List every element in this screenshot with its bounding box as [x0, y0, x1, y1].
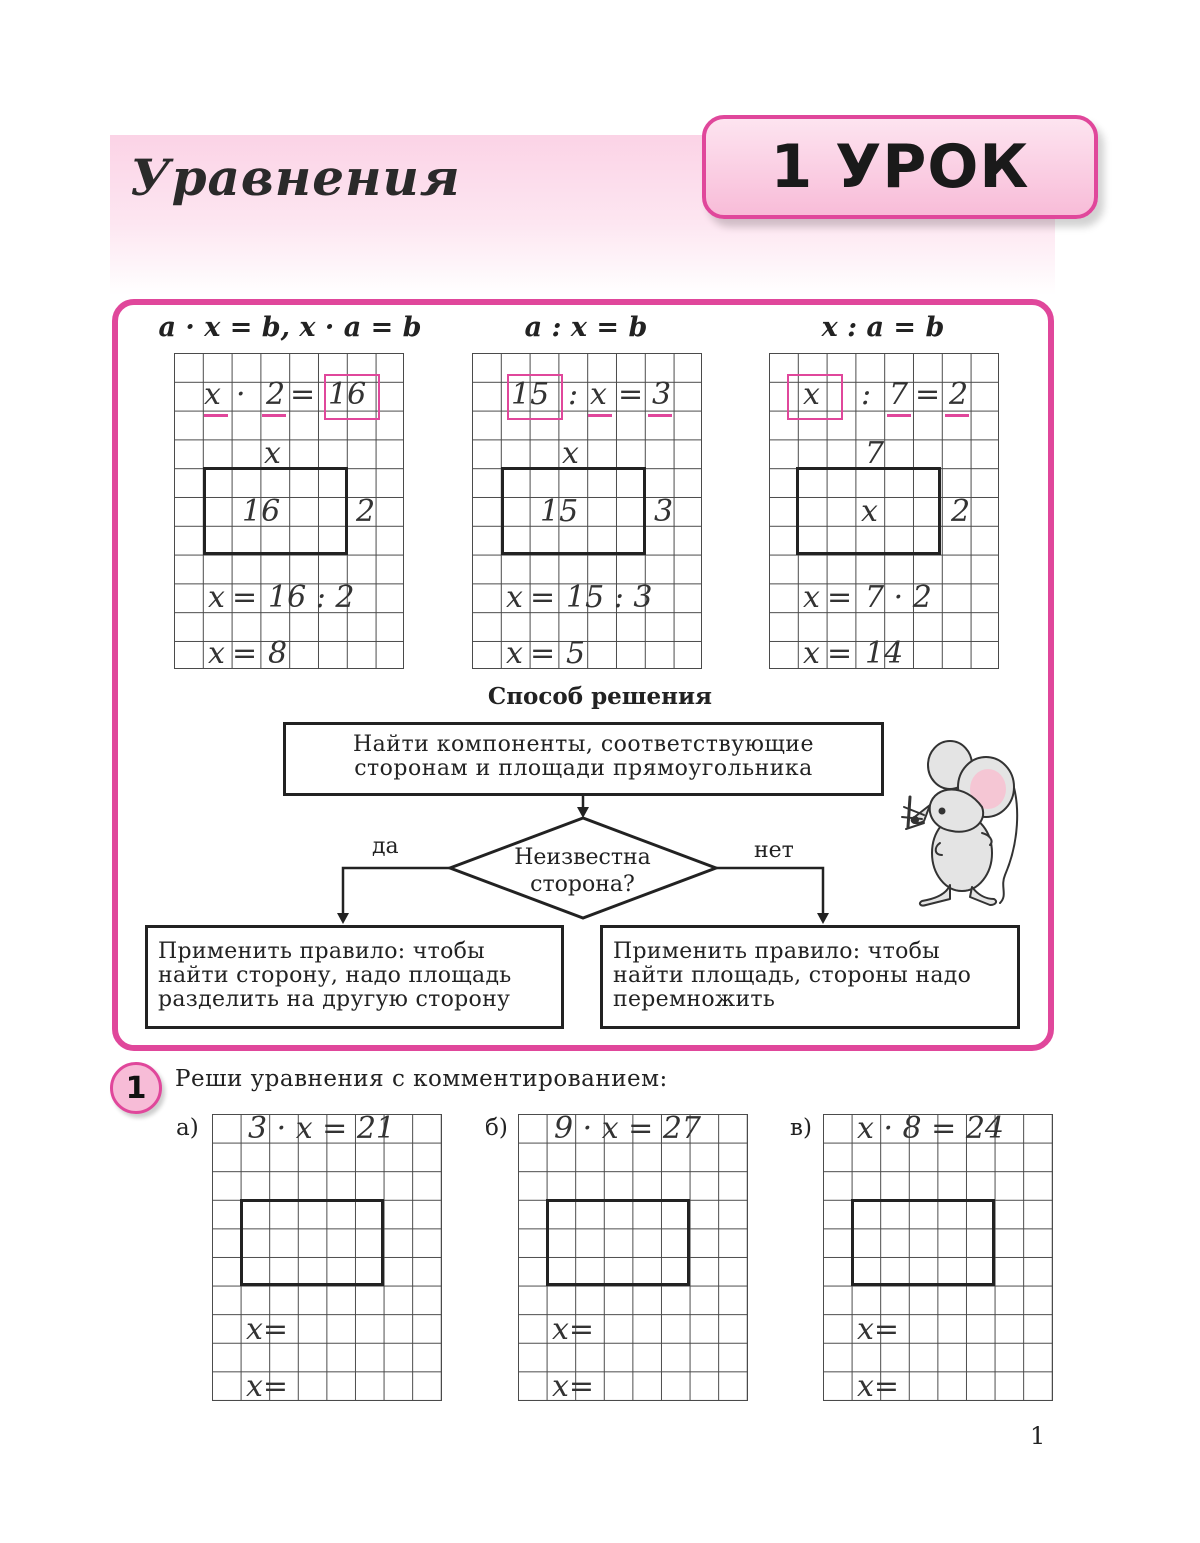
- exercise-c-equation: x · 8 = 24: [857, 1111, 1004, 1146]
- flow-no-label: нет: [754, 838, 794, 863]
- exercise-c-answer-1: x=: [857, 1312, 900, 1347]
- flow-yes-line-3: разделить на другую сторону: [158, 987, 511, 1012]
- exercise-c-rectangle: [851, 1199, 995, 1286]
- exercise-number-badge: [110, 1062, 162, 1114]
- example-2-dividend: 15: [511, 377, 550, 412]
- example-2-step2-rhs: 5: [566, 636, 586, 671]
- flow-yes-line-2: найти сторону, надо площадь: [158, 963, 512, 988]
- example-1-result: 16: [328, 377, 367, 412]
- flow-start-line-2: сторонам и площади прямоугольника: [354, 756, 813, 781]
- exercise-b-answer-1: x=: [552, 1312, 595, 1347]
- example-1-op: ·: [236, 377, 246, 412]
- exercise-c-answer-2: x=: [857, 1369, 900, 1404]
- exercise-b-answer-2: x=: [552, 1369, 595, 1404]
- exercise-label-b: б): [485, 1115, 508, 1141]
- example-3-step2-lhs: x: [803, 636, 820, 671]
- exercise-b-equation: 9 · x = 27: [554, 1111, 701, 1146]
- flow-decision: [450, 844, 715, 898]
- example-1-top-side: x: [264, 436, 281, 471]
- example-3-unknown: x: [803, 377, 820, 412]
- example-2-step2-eq: =: [530, 636, 556, 671]
- exercise-grid-c: [823, 1111, 1053, 1404]
- example-3-step2-eq: =: [827, 636, 853, 671]
- flow-decision-line-2: сторона?: [530, 872, 635, 897]
- flow-no-line-2: найти площадь, стороны надо: [613, 963, 972, 988]
- flow-no-line-1: Применить правило: чтобы: [613, 939, 940, 964]
- flow-no-box: [600, 925, 1020, 1029]
- example-1-step2-lhs: x: [208, 636, 225, 671]
- example-3-eq: =: [915, 377, 941, 412]
- example-1-step1-eq: =: [232, 580, 258, 615]
- example-1-known: 2: [266, 377, 286, 412]
- example-1-area: 16: [242, 494, 281, 529]
- page-title: Уравнения: [130, 148, 461, 207]
- method-title: Способ решения: [487, 683, 713, 710]
- example-3-area: x: [861, 494, 878, 529]
- example-1-step1-rhs: 16 : 2: [268, 580, 355, 615]
- flow-start-line-1: Найти компоненты, соответствующие: [353, 732, 814, 757]
- exercise-grid-a: [212, 1111, 442, 1404]
- exercise-instruction: Реши уравнения с комментированием:: [175, 1066, 668, 1092]
- exercise-number: 1: [125, 1070, 147, 1106]
- flow-no-line-3: перемножить: [613, 987, 776, 1012]
- example-3-right-side: 2: [951, 494, 971, 529]
- example-1-step2-eq: =: [232, 636, 258, 671]
- example-2-step2-lhs: x: [506, 636, 523, 671]
- example-2-area: 15: [540, 494, 579, 529]
- example-3-known: 7: [889, 377, 909, 412]
- flow-yes-line-1: Применить правило: чтобы: [158, 939, 485, 964]
- example-1-step2-rhs: 8: [268, 636, 288, 671]
- example-3-step1-eq: =: [827, 580, 853, 615]
- example-1-unknown: x: [204, 377, 221, 412]
- example-3-step1-rhs: 7 · 2: [865, 580, 932, 615]
- example-1-eq: =: [290, 377, 316, 412]
- exercise-a-answer-2: x=: [246, 1369, 289, 1404]
- exercise-a-answer-1: x=: [246, 1312, 289, 1347]
- example-3-step2-rhs: 14: [865, 636, 904, 671]
- formula-multiplication: a · x = b, x · a = b: [158, 312, 422, 343]
- exercise-a-rectangle: [240, 1199, 384, 1286]
- flow-yes-box: [145, 925, 564, 1029]
- example-2-step1-lhs: x: [506, 580, 523, 615]
- example-1-right-side: 2: [356, 494, 376, 529]
- flow-decision-line-1: Неизвестна: [514, 845, 651, 870]
- lesson-badge-label: 1 УРОК: [770, 132, 1030, 202]
- example-2-eq: =: [618, 377, 644, 412]
- example-2-result: 3: [652, 377, 672, 412]
- flow-start-box: [283, 722, 884, 796]
- exercise-a-equation: 3 · x = 21: [248, 1111, 395, 1146]
- exercise-b-rectangle: [546, 1199, 690, 1286]
- exercise-label-c: в): [790, 1115, 812, 1141]
- flow-yes-label: да: [372, 834, 399, 859]
- mouse-illustration: [890, 735, 1035, 910]
- example-2-unknown: x: [590, 377, 607, 412]
- example-3-op: :: [861, 377, 872, 412]
- example-1-step1-lhs: x: [208, 580, 225, 615]
- exercise-label-a: а): [176, 1115, 199, 1141]
- example-2-step1-eq: =: [530, 580, 556, 615]
- example-2-right-side: 3: [654, 494, 674, 529]
- formula-division-divisor: a : x = b: [524, 312, 648, 343]
- example-2-step1-rhs: 15 : 3: [566, 580, 653, 615]
- page-number: 1: [1030, 1422, 1046, 1450]
- example-3-result: 2: [949, 377, 969, 412]
- example-3-top-side: 7: [865, 436, 885, 471]
- example-3-step1-lhs: x: [803, 580, 820, 615]
- example-2-top-side: x: [562, 436, 579, 471]
- exercise-grid-b: [518, 1111, 748, 1404]
- example-2-op: :: [568, 377, 579, 412]
- formula-division-dividend: x : a = b: [821, 312, 945, 343]
